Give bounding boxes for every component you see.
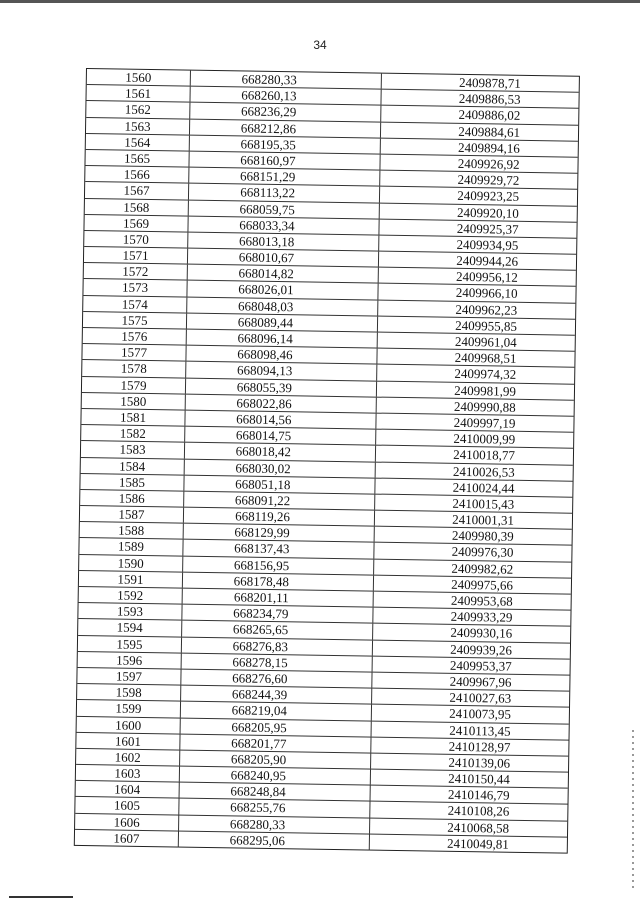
y-coordinate-cell: 2410026,53	[452, 463, 515, 480]
x-coordinate-cell: 668014,82	[188, 265, 379, 283]
x-coordinate-cell: 668276,83	[182, 637, 373, 655]
y-coordinate-cell: 2409878,71	[458, 74, 521, 91]
x-coordinate-cell: 668178,48	[183, 572, 374, 590]
y-coordinate-cell: 2409982,62	[451, 560, 514, 577]
x-coordinate-cell: 668018,42	[185, 443, 376, 461]
y-coordinate-cell: 2409953,37	[449, 657, 512, 674]
y-coordinate-cell: 2410049,81	[447, 835, 509, 852]
point-number-cell: 1569	[84, 215, 188, 232]
point-number-cell: 1602	[76, 749, 180, 766]
y-coordinate-cell: 2409956,12	[455, 269, 518, 286]
point-number-cell: 1584	[81, 457, 185, 474]
x-coordinate-cell: 668219,04	[181, 702, 372, 720]
x-coordinate-cell: 668265,65	[182, 621, 373, 639]
y-coordinate-cell: 2410146,79	[447, 787, 510, 803]
point-number-cell: 1589	[79, 538, 183, 555]
y-coordinate-cell: 2409884,61	[458, 123, 521, 140]
x-coordinate-cell: 668014,56	[185, 411, 376, 429]
y-coordinate-cell: 2409953,68	[450, 592, 513, 609]
point-number-cell: 1572	[84, 263, 188, 280]
page-number: 34	[313, 38, 327, 52]
x-coordinate-cell: 668201,11	[183, 589, 374, 607]
x-coordinate-cell: 668205,90	[180, 750, 371, 768]
coordinates-table	[74, 68, 580, 854]
point-number-cell: 1597	[77, 668, 181, 685]
y-coordinate-cell: 2409975,66	[451, 576, 514, 593]
y-coordinate-cell: 2410027,63	[449, 689, 512, 706]
y-coordinate-cell: 2410001,31	[452, 511, 515, 528]
y-coordinate-cell: 2409933,29	[450, 608, 513, 625]
point-number-cell: 1563	[86, 118, 190, 135]
point-number-cell: 1599	[77, 700, 181, 717]
point-number-cell: 1579	[82, 377, 186, 394]
x-coordinate-cell: 668129,99	[184, 524, 375, 542]
y-coordinate-cell: 2409925,37	[456, 220, 519, 237]
x-coordinate-cell: 668212,86	[190, 119, 381, 137]
point-number-cell: 1598	[77, 684, 181, 701]
y-coordinate-cell: 2410113,45	[449, 722, 511, 739]
point-number-cell: 1582	[81, 425, 185, 442]
x-coordinate-cell: 668260,13	[190, 87, 381, 105]
x-coordinate-cell: 668010,67	[188, 249, 379, 267]
point-number-cell: 1578	[82, 360, 186, 377]
point-number-cell: 1573	[83, 279, 187, 296]
point-number-cell: 1583	[81, 441, 185, 458]
x-coordinate-cell: 668234,79	[182, 605, 373, 623]
y-coordinate-cell: 2410139,06	[448, 754, 511, 771]
point-number-cell: 1605	[75, 797, 179, 814]
x-coordinate-cell: 668059,75	[189, 200, 380, 218]
x-coordinate-cell: 668094,13	[186, 362, 377, 380]
point-number-cell: 1564	[86, 134, 190, 151]
point-number-cell: 1562	[86, 101, 190, 118]
y-coordinate-cell: 2409939,26	[450, 641, 513, 658]
x-coordinate-cell: 668026,01	[187, 281, 378, 299]
x-coordinate-cell: 668151,29	[189, 168, 380, 186]
x-coordinate-cell: 668276,60	[181, 670, 372, 688]
x-coordinate-cell: 668280,33	[191, 71, 382, 89]
x-coordinate-cell: 668295,06	[179, 831, 370, 850]
x-coordinate-cell: 668014,75	[185, 427, 376, 445]
y-coordinate-cell: 2409886,02	[458, 107, 521, 124]
x-coordinate-cell: 668030,02	[185, 459, 376, 477]
x-coordinate-cell: 668098,46	[186, 346, 377, 364]
y-coordinate-cell: 2409990,88	[453, 398, 516, 415]
x-coordinate-cell: 668119,26	[184, 508, 375, 526]
y-coordinate-cell: 2409976,30	[451, 544, 514, 561]
x-coordinate-cell: 668022,86	[186, 394, 377, 412]
point-number-cell: 1574	[83, 296, 187, 313]
point-number-cell: 1576	[83, 328, 187, 345]
x-coordinate-cell: 668280,33	[179, 815, 370, 833]
y-coordinate-cell: 2409926,92	[457, 155, 520, 172]
y-coordinate-cell: 2409894,16	[457, 139, 520, 156]
y-coordinate-cell: 2410108,26	[447, 803, 510, 820]
y-coordinate-cell: 2409944,26	[456, 252, 519, 269]
point-number-cell: 1567	[85, 182, 189, 199]
x-coordinate-cell: 668248,84	[180, 783, 371, 801]
point-number-cell: 1580	[82, 393, 186, 410]
y-coordinate-cell: 2409961,04	[454, 333, 517, 350]
scan-edge-marks	[632, 730, 634, 890]
point-number-cell: 1591	[79, 571, 183, 588]
x-coordinate-cell: 668137,43	[183, 540, 374, 558]
x-coordinate-cell: 668055,39	[186, 378, 377, 396]
y-coordinate-cell: 2410073,95	[449, 706, 512, 723]
x-coordinate-cell: 668236,29	[190, 103, 381, 121]
y-coordinate-cell: 2409981,99	[454, 382, 517, 399]
point-number-cell: 1587	[80, 506, 184, 523]
point-number-cell: 1575	[83, 312, 187, 329]
point-number-cell: 1607	[75, 830, 179, 848]
x-coordinate-cell: 668091,22	[184, 491, 375, 509]
y-coordinate-cell: 2410015,43	[452, 495, 515, 512]
point-number-cell: 1604	[76, 781, 180, 798]
x-coordinate-cell: 668048,03	[187, 297, 378, 315]
point-number-cell: 1571	[84, 247, 188, 264]
x-coordinate-cell: 668156,95	[183, 556, 374, 574]
x-coordinate-cell: 668113,22	[189, 184, 380, 202]
x-coordinate-cell: 668240,95	[180, 767, 371, 785]
footnote-line	[9, 896, 73, 898]
point-number-cell: 1588	[80, 522, 184, 539]
x-coordinate-cell: 668089,44	[187, 313, 378, 331]
y-coordinate-cell: 2410150,44	[448, 770, 510, 787]
y-coordinate-cell: 2409962,23	[455, 301, 518, 318]
x-coordinate-cell: 668244,39	[181, 686, 372, 704]
x-coordinate-cell: 668033,34	[188, 216, 379, 234]
point-number-cell: 1561	[86, 85, 190, 102]
y-coordinate-cell: 2410128,97	[448, 738, 511, 755]
x-coordinate-cell: 668013,18	[188, 233, 379, 251]
y-coordinate-cell: 2410018,77	[453, 447, 516, 464]
point-number-cell: 1586	[80, 490, 184, 507]
point-number-cell: 1590	[79, 555, 183, 572]
point-number-cell: 1566	[85, 166, 189, 183]
y-coordinate-cell: 2409929,72	[457, 171, 520, 188]
y-coordinate-cell: 2410009,99	[453, 430, 516, 447]
point-number-cell: 1570	[84, 231, 188, 248]
y-coordinate-cell: 2409967,96	[449, 673, 512, 690]
point-number-cell: 1577	[82, 344, 186, 361]
y-coordinate-cell: 2409980,39	[451, 528, 514, 545]
y-coordinate-cell: 2409966,10	[455, 285, 518, 302]
y-coordinate-cell: 2409886,53	[458, 91, 521, 108]
point-number-cell: 1592	[79, 587, 183, 604]
point-number-cell: 1593	[78, 603, 182, 620]
point-number-cell: 1568	[85, 198, 189, 215]
point-number-cell: 1601	[76, 733, 180, 750]
x-coordinate-cell: 668205,95	[181, 718, 372, 736]
y-coordinate-cell: 2409968,51	[454, 350, 517, 366]
x-coordinate-cell: 668278,15	[182, 653, 373, 671]
y-coordinate-cell: 2409974,32	[454, 366, 517, 383]
top-border-line	[0, 0, 640, 3]
point-number-cell: 1606	[75, 814, 179, 831]
y-coordinate-cell: 2410068,58	[447, 819, 510, 836]
y-coordinate-cell: 2410024,44	[452, 479, 515, 496]
point-number-cell: 1581	[81, 409, 185, 426]
point-number-cell: 1565	[85, 150, 189, 167]
y-coordinate-cell: 2409920,10	[456, 204, 519, 221]
point-number-cell: 1600	[77, 716, 181, 733]
point-number-cell: 1560	[87, 69, 191, 86]
y-coordinate-cell: 2409923,25	[457, 188, 520, 205]
point-number-cell: 1585	[80, 474, 184, 491]
x-coordinate-cell: 668051,18	[184, 475, 375, 493]
point-number-cell: 1595	[78, 636, 182, 653]
y-coordinate-cell: 2409955,85	[455, 317, 518, 334]
point-number-cell: 1596	[78, 652, 182, 669]
y-coordinate-cell: 2409930,16	[450, 625, 513, 642]
y-coordinate-cell: 2409934,95	[456, 236, 519, 253]
x-coordinate-cell: 668201,77	[180, 734, 371, 752]
point-number-cell: 1603	[76, 765, 180, 782]
x-coordinate-cell: 668160,97	[189, 152, 380, 170]
point-number-cell: 1594	[78, 619, 182, 636]
x-coordinate-cell: 668195,35	[190, 135, 381, 153]
y-coordinate-cell: 2409997,19	[453, 414, 516, 431]
x-coordinate-cell: 668255,76	[179, 799, 370, 817]
x-coordinate-cell: 668096,14	[187, 330, 378, 348]
